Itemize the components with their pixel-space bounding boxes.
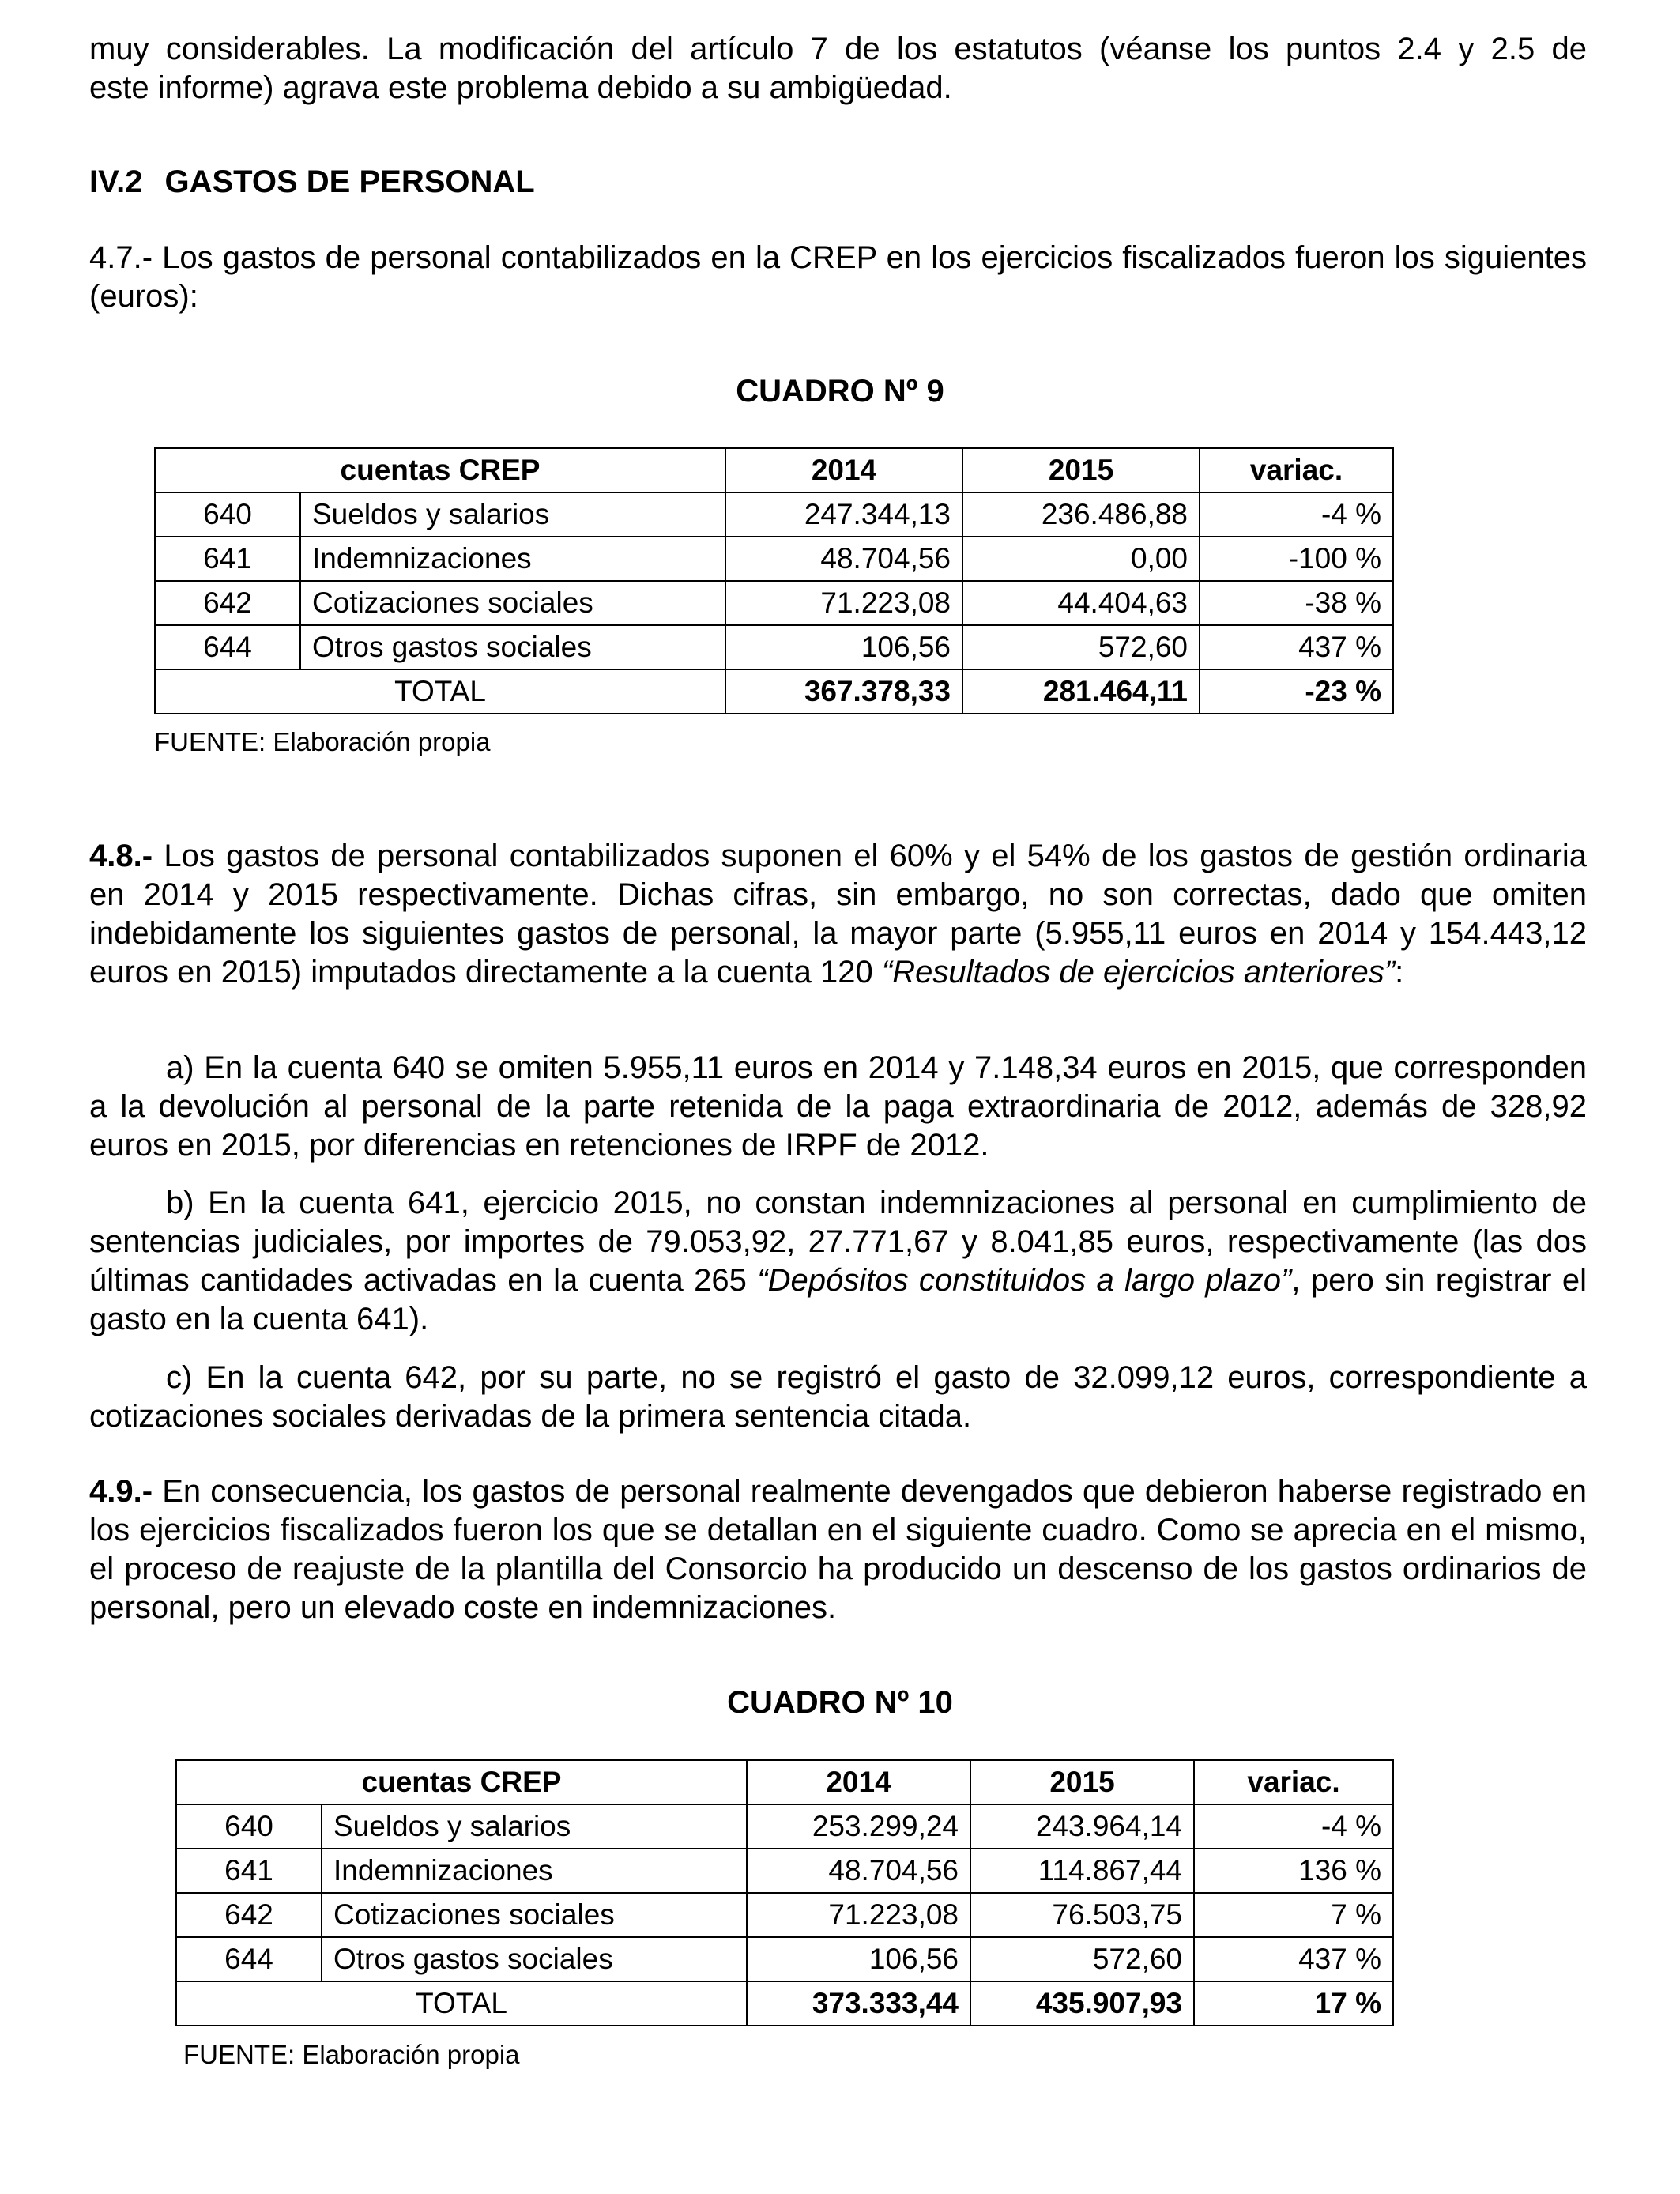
intro-paragraph [89,30,1587,107]
table-total-row [176,1981,1393,2026]
total-2014: 367.378,33 [725,669,962,714]
value-2015: 243.964,14 [970,1804,1194,1849]
value-2015: 236.486,88 [962,492,1200,537]
paragraph-4-8 [89,837,1587,992]
table-9-header-variation: variac. [1200,448,1393,492]
intro-line-1: muy considerables. La modificación del artículo 7 de los estatutos (véanse los puntos 2.4 y 2.5 de [89,32,1587,66]
account-code: 644 [176,1937,322,1981]
account-name: Indemnizaciones [300,537,725,581]
account-name: Cotizaciones sociales [322,1893,747,1937]
section-number: IV.2 [89,164,143,199]
total-2014: 373.333,44 [747,1981,970,2026]
total-variation: 17 % [1194,1981,1393,2026]
table-9-header-2015: 2015 [962,448,1200,492]
variation: 437 % [1194,1937,1393,1981]
value-2014: 48.704,56 [725,537,962,581]
value-2014: 71.223,08 [725,581,962,625]
section-title: GASTOS DE PERSONAL [164,164,535,199]
account-code: 641 [176,1849,322,1893]
account-code: 644 [155,625,300,669]
table-row [155,625,1393,669]
table-row [155,581,1393,625]
table-9 [154,447,1394,714]
paragraph-4-8-c [89,1359,1587,1436]
table-row [155,492,1393,537]
variation: -100 % [1200,537,1393,581]
paragraph-4-8-c-text: c) En la cuenta 642, por su parte, no se registró el gasto de 32.099,12 euros, correspondiente a cotizaciones sociales derivadas de la primera sentencia citada. [89,1360,1587,1434]
total-variation: -23 % [1200,669,1393,714]
variation: 437 % [1200,625,1393,669]
value-2014: 106,56 [725,625,962,669]
total-2015: 281.464,11 [962,669,1200,714]
account-code: 642 [155,581,300,625]
table-9-header-accounts: cuentas CREP [155,448,725,492]
value-2015: 572,60 [962,625,1200,669]
table-10-source: FUENTE: Elaboración propia [183,2040,520,2069]
paragraph-4-9-text: 4.9.- En consecuencia, los gastos de personal realmente devengados que debieron haberse registrado en los ejercicios fiscalizados fueron los que se detallan en el siguiente cuadro. Como se aprecia en el mismo, el proceso de reajuste de la plantilla del Consorcio ha producido un descenso de los gastos ordinarios de personal, pero un elevado coste en indemnizaciones. [89,1474,1587,1625]
section-heading [89,163,535,202]
account-code: 642 [176,1893,322,1937]
paragraph-4-8-text: 4.8.- Los gastos de personal contabilizados suponen el 60% y el 54% de los gastos de gestión ordinaria en 2014 y 2015 respectivamente. Dichas cifras, sin embargo, no son correctas, dado que omiten indebidamente los siguientes gastos de personal, la mayor parte (5.955,11 euros en 2014 y 154.443,12 euros en 2015) imputados directamente a la cuenta 120 “Resultados de ejercicios anteriores”: [89,839,1587,990]
paragraph-4-9 [89,1472,1587,1627]
account-name: Indemnizaciones [322,1849,747,1893]
variation: -4 % [1194,1804,1393,1849]
value-2015: 114.867,44 [970,1849,1194,1893]
value-2014: 48.704,56 [747,1849,970,1893]
value-2014: 253.299,24 [747,1804,970,1849]
intro-line-2: este informe) agrava este problema debido a su ambigüedad. [89,70,952,105]
paragraph-4-8-b [89,1184,1587,1339]
value-2014: 106,56 [747,1937,970,1981]
variation: 7 % [1194,1893,1393,1937]
table-10-header-2015: 2015 [970,1760,1194,1804]
account-code: 640 [155,492,300,537]
table-total-row [155,669,1393,714]
account-name: Cotizaciones sociales [300,581,725,625]
table-row [176,1804,1393,1849]
table-10-header-2014: 2014 [747,1760,970,1804]
total-label: TOTAL [176,1981,747,2026]
value-2014: 247.344,13 [725,492,962,537]
account-name: Otros gastos sociales [322,1937,747,1981]
paragraph-4-8-a-text: a) En la cuenta 640 se omiten 5.955,11 euros en 2014 y 7.148,34 euros en 2015, que corresponden a la devolución al personal de la parte retenida de la paga extraordinaria de 2012, además de 328,92 euros en 2015, por diferencias en retenciones de IRPF de 2012. [89,1050,1587,1163]
account-name: Sueldos y salarios [322,1804,747,1849]
value-2015: 572,60 [970,1937,1194,1981]
variation: -4 % [1200,492,1393,537]
account-code: 640 [176,1804,322,1849]
table-row [176,1937,1393,1981]
paragraph-4-8-number: 4.8.- [89,839,153,873]
table-9-source: FUENTE: Elaboración propia [154,727,491,756]
table-row [176,1893,1393,1937]
table-10-title: CUADRO Nº 10 [727,1685,953,1720]
paragraph-4-8-a [89,1049,1587,1165]
table-10-header-row [176,1760,1393,1804]
table-10 [175,1759,1394,2026]
paragraph-4-9-number: 4.9.- [89,1474,153,1509]
paragraph-4-7-text: 4.7.- Los gastos de personal contabilizados en la CREP en los ejercicios fiscalizados fueron los siguientes (euros): [89,240,1587,314]
total-label: TOTAL [155,669,725,714]
value-2015: 44.404,63 [962,581,1200,625]
value-2015: 0,00 [962,537,1200,581]
table-9-header-2014: 2014 [725,448,962,492]
table-row [176,1849,1393,1893]
total-2015: 435.907,93 [970,1981,1194,2026]
paragraph-4-7 [89,239,1587,316]
account-name: Otros gastos sociales [300,625,725,669]
table-10-header-variation: variac. [1194,1760,1393,1804]
table-9-header-row [155,448,1393,492]
variation: -38 % [1200,581,1393,625]
paragraph-4-8-b-text: b) En la cuenta 641, ejercicio 2015, no constan indemnizaciones al personal en cumplimiento de sentencias judiciales, por importes de 79.053,92, 27.771,67 y 8.041,85 euros, respectivamente (las dos últimas cantidades activadas en la cuenta 265 “Depósitos constituidos a largo plazo”, pero sin registrar el gasto en la cuenta 641). [89,1186,1588,1336]
variation: 136 % [1194,1849,1393,1893]
value-2015: 76.503,75 [970,1893,1194,1937]
table-10-header-accounts: cuentas CREP [176,1760,747,1804]
table-9-title: CUADRO Nº 9 [736,374,944,409]
account-name: Sueldos y salarios [300,492,725,537]
table-row [155,537,1393,581]
value-2014: 71.223,08 [747,1893,970,1937]
account-code: 641 [155,537,300,581]
